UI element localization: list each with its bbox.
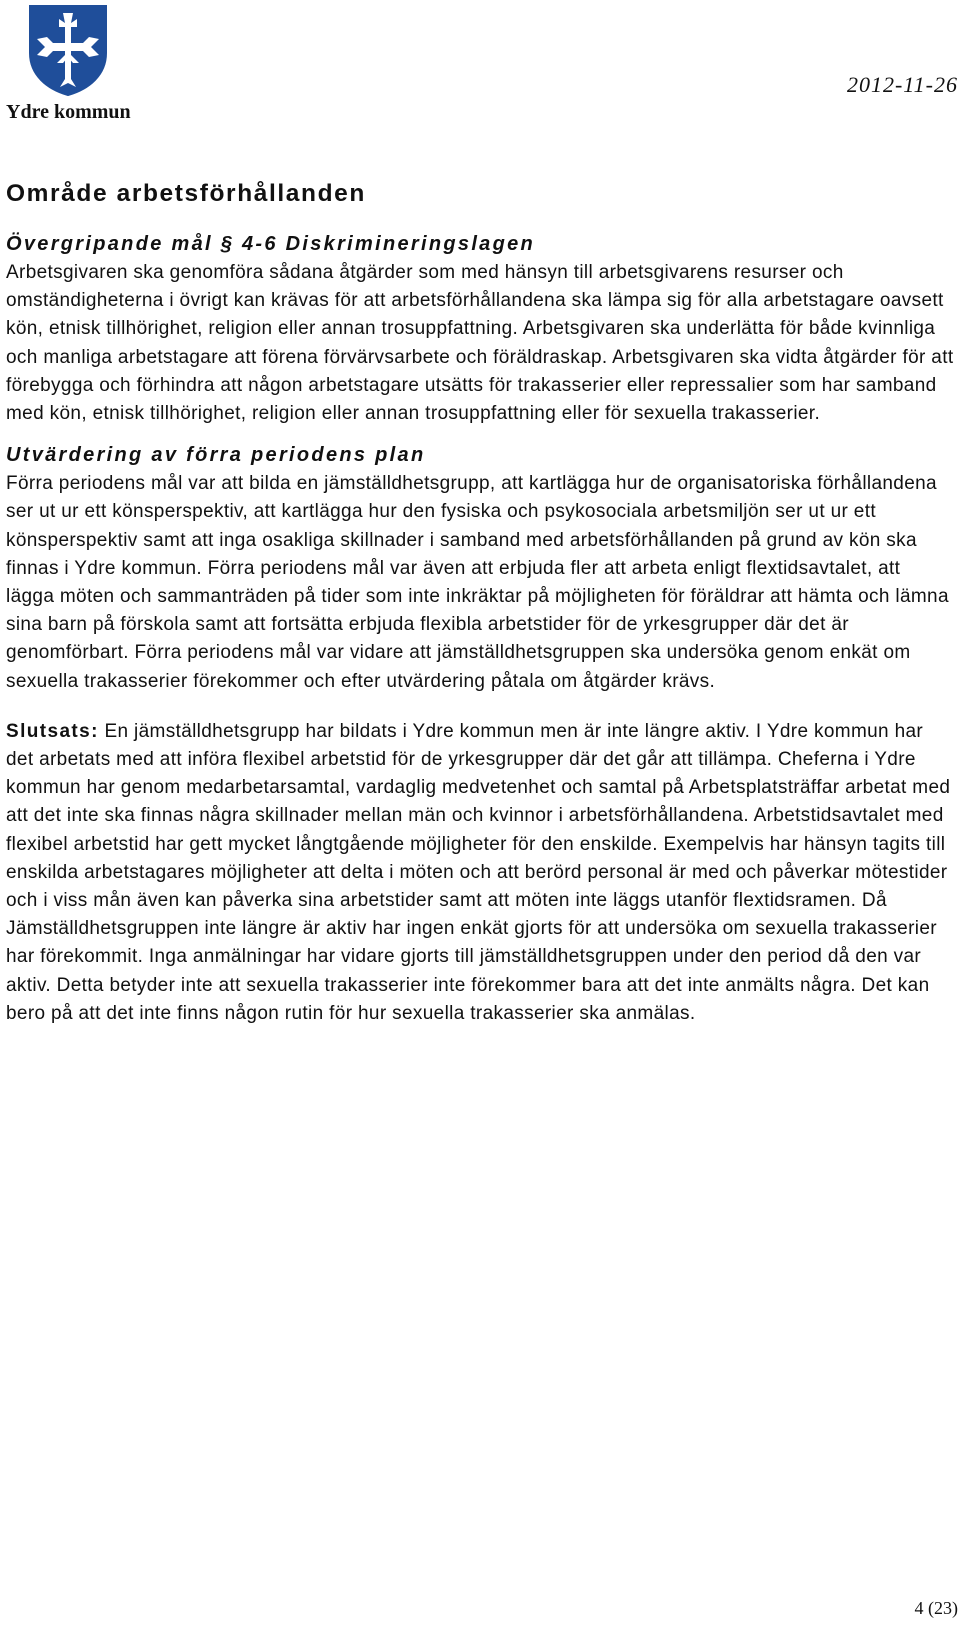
- ydre-kommun-crest-icon: [27, 3, 109, 97]
- organization-name: Ydre kommun: [6, 101, 131, 123]
- section-heading-overgripande-mal: Övergripande mål § 4-6 Diskrimineringslagen: [6, 233, 536, 255]
- conclusion-label: Slutsats:: [6, 720, 99, 742]
- page-number: 4 (23): [914, 1598, 958, 1618]
- section-paragraph-utvardering: Förra periodens mål var att bilda en jämställdhetsgrupp, att kartlägga hur de organisatoriska förhållandena ser ut ur ett könsperspektiv, att kartlägga hur den fysiska och psykosociala arbetsmiljön ser ut ur ett könsperspektiv samt att inga osakliga skillnader i samband med arbetsförhållanden på grund av kön ska finnas i Ydre kommun. Förra periodens mål var även att erbjuda fler att arbeta enligt flextidsavtalet, att lägga möten och sammanträden på tider som inte inkräktar på möjligheten för föräldrar att hämta och lämna sina barn på förskola samt att fortsätta erbjuda flexibla arbetstider för de yrkesgrupper där det är genomförbart. Förra periodens mål var vidare att jämställdhetsgruppen ska undersöka genom enkät om sexuella trakasserier förekommer och efter utvärdering påtala om åtgärder krävs.: [6, 473, 949, 692]
- document-date: 2012-11-26: [846, 72, 958, 97]
- document-body: [6, 178, 954, 1028]
- page-title: Område arbetsförhållanden: [6, 180, 366, 207]
- conclusion-text: En jämställdhetsgrupp har bildats i Ydre kommun men är inte längre aktiv. I Ydre kommun har det arbetats med att införa flexibel arbetstid för de yrkesgrupper där det går att tillämpa. Cheferna i Ydre kommun har genom medarbetarsamtal, vardaglig medvetenhet och samtal på Arbetsplatsträffar arbetat med att det inte ska finnas några skillnader mellan män och kvinnor i arbetsförhållandena. Arbetstidsavtalet med flexibel arbetstid har gett mycket långtgående möjligheter för den enskilde. Exempelvis har hänsyn tagits till enskilda arbetstagares möjligheter att delta i möten och att berörd personal är med och påverkar mötestider och i viss mån även kan påverka sina arbetstider samt att möten inte läggs utanför flextidsramen. Då Jämställdhetsgruppen inte längre är aktiv har ingen enkät gjorts för att undersöka om sexuella trakasserier har förekommit. Inga anmälningar har vidare gjorts till jämställdhetsgruppen under den period då den var aktiv. Detta betyder inte att sexuella trakasserier inte förekommer bara att det inte anmälts några. Det kan bero på att det inte finns någon rutin för hur sexuella trakasserier ska anmälas.: [6, 720, 951, 1024]
- conclusion-paragraph: [6, 718, 954, 1028]
- section-heading-utvardering: Utvärdering av förra periodens plan: [6, 444, 426, 467]
- section-paragraph-overgripande-mal: Arbetsgivaren ska genomföra sådana åtgärder som med hänsyn till arbetsgivarens resurser och omständigheterna i övrigt kan krävas för att arbetsförhållandena ska lämpa sig för alla arbetstagare oavsett kön, etnisk tillhörighet, religion eller annan trosuppfattning. Arbetsgivaren ska underlätta för både kvinnliga och manliga arbetstagare att förena förvärvsarbete och föräldraskap. Arbetsgivaren ska vidta åtgärder för att förebygga och förhindra att någon arbetstagare utsätts för trakasserier eller repressalier som har samband med kön, etnisk tillhörighet, religion eller annan trosuppfattning eller för sexuella trakasserier.: [6, 262, 954, 425]
